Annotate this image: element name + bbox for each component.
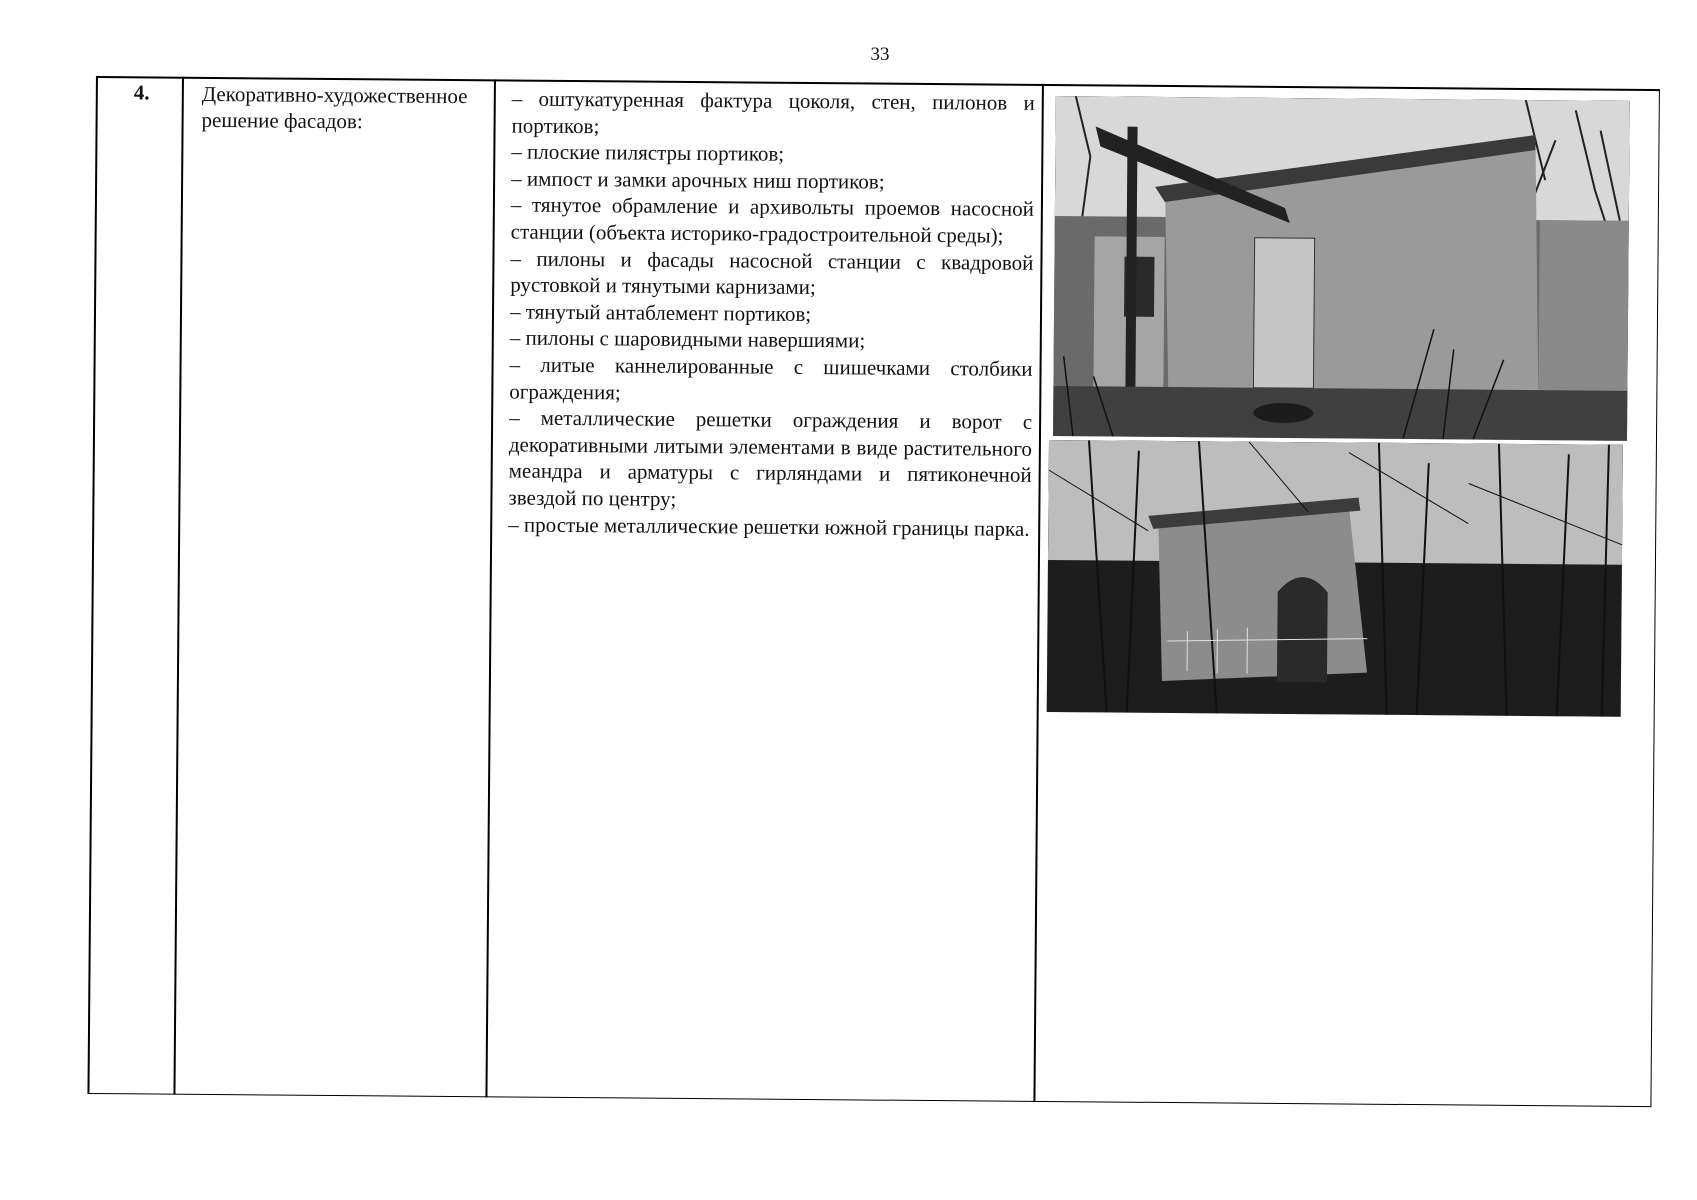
description-item: – металлические решетки ограждения и ворот с декоративными литыми элементами в виде растительного меандра и арматуры с гирляндами и пятиконечной звездой по центру; <box>508 405 1033 511</box>
pump-station-photo-1 <box>1053 96 1630 441</box>
description-item: – тянутое обрамление и архивольты проемов насосной станции (объекта историко-градостроительной среды); <box>510 192 1035 248</box>
description-item: – пилоны и фасады насосной станции с квадровой рустовкой и тянутыми карнизами; <box>510 246 1034 300</box>
description-item: – тянутый антаблемент портиков; <box>509 299 812 326</box>
row-number: 4. <box>133 80 150 105</box>
row-description <box>508 85 1035 541</box>
description-item: – оштукатуренная фактура цоколя, стен, пилонов и портиков; <box>511 86 1035 138</box>
column-divider-1 <box>173 77 183 1095</box>
description-item: – литые каннелированные с шишечками столбики ограждения; <box>509 352 1033 404</box>
column-divider-2 <box>485 79 495 1097</box>
table-left-border <box>87 76 97 1094</box>
description-item: – плоские пилястры портиков; <box>511 139 785 166</box>
page-number: 33 <box>870 44 890 65</box>
description-item: – пилоны с шаровидными навершиями; <box>509 325 866 353</box>
row-title: Декоративно-художественное решение фасадов: <box>201 81 468 134</box>
table-right-border <box>1650 89 1660 1107</box>
column-divider-3 <box>1033 84 1043 1102</box>
table-bottom-border <box>87 1092 1651 1107</box>
pump-station-photo-2 <box>1047 440 1623 717</box>
heritage-table <box>87 74 1659 1107</box>
description-item: – импост и замки арочных ниш портиков; <box>511 166 885 194</box>
description-item: – простые металлические решетки южной границы парка. <box>508 511 1030 541</box>
